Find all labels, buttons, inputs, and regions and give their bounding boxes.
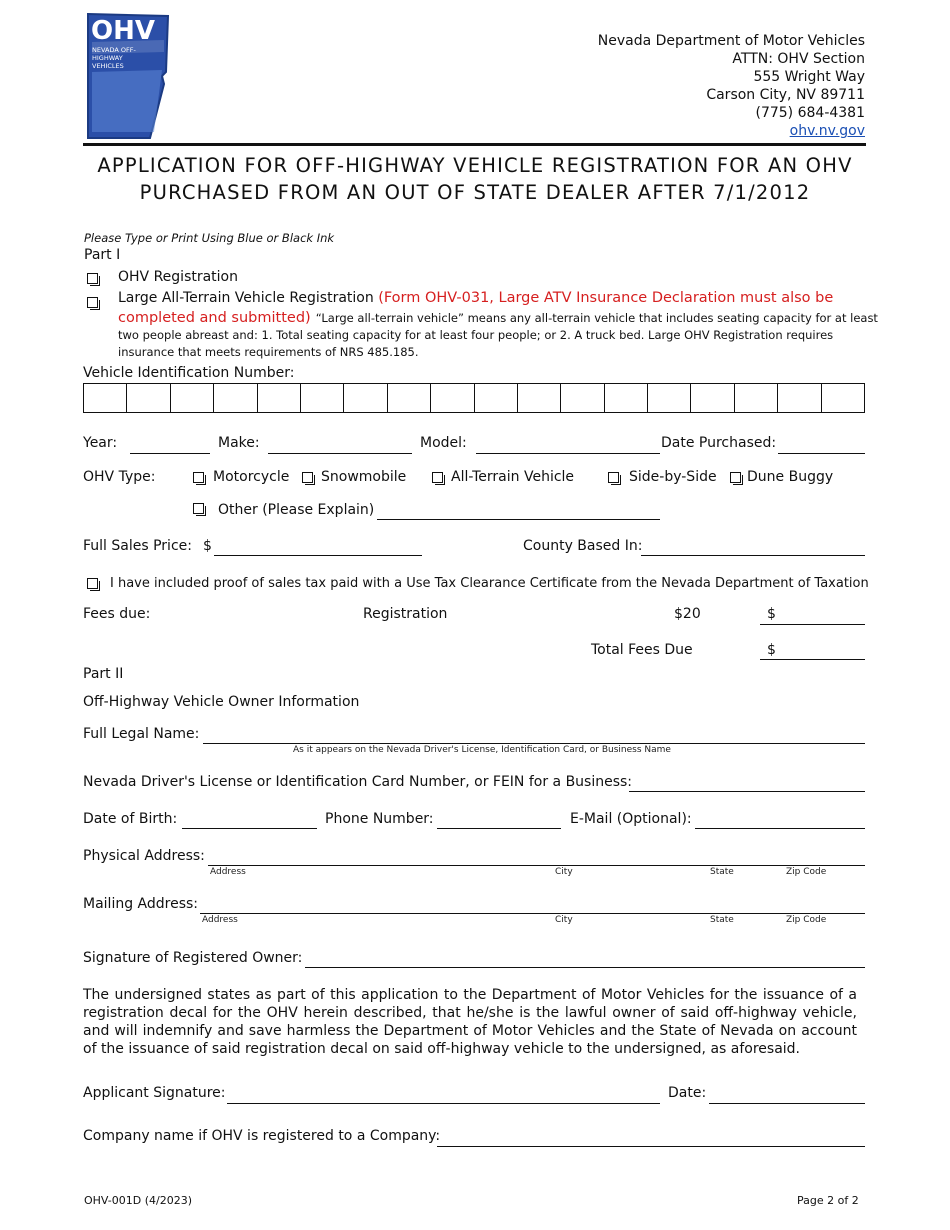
physical-address-hint: Address [210,867,246,877]
physical-city-hint: City [555,867,573,877]
sales-price-label: Full Sales Price: [83,538,192,554]
legal-statement: The undersigned states as part of this application to the Department of Motor Vehicles for the issuance of a registration decal for the OHV herein described, that he/she is the lawful owner of said off-highway vehicle, and will indemnify and save harmless the Department of Motor Vehicles and the State of Nevada on account of the issuance of said registration decal on said off-highway vehicle to the undersigned, as aforesaid. [83,987,857,1057]
date-purchased-field[interactable] [778,453,865,454]
vin-cell[interactable] [822,384,864,412]
large-atv-label [118,290,833,306]
vin-cell[interactable] [84,384,127,412]
large-atv-def [118,309,878,360]
part1-heading: Part I [84,247,121,263]
owner-signature-field[interactable] [305,967,865,968]
header-divider [83,143,866,146]
make-field[interactable] [268,453,412,454]
phone-field[interactable] [437,828,561,829]
snowmobile-checkbox[interactable] [302,472,313,483]
other-explain-field[interactable] [377,519,660,520]
large-atv-def-line: “Large all-terrain vehicle” means any all-terrain vehicle that includes seating capacity for at least [315,311,878,325]
vin-cell[interactable] [735,384,778,412]
side-by-side-checkbox[interactable] [608,472,619,483]
mailing-address-field[interactable] [200,913,865,914]
logo-text: OHV [91,16,155,46]
vin-cell[interactable] [648,384,691,412]
legal-name-hint: As it appears on the Nevada Driver's License, Identification Card, or Business Name [293,745,671,755]
large-atv-note: (Form OHV-031, Large ATV Insurance Declaration must also be [378,290,834,306]
registration-fee: $20 [674,606,701,622]
vin-cell[interactable] [605,384,648,412]
applicant-signature-label: Applicant Signature: [83,1085,226,1101]
model-label: Model: [420,435,467,451]
fees-due-label: Fees due: [83,606,151,622]
website-link[interactable]: ohv.nv.gov [789,123,865,139]
ohv-registration-label: OHV Registration [118,269,238,285]
logo-subtext: NEVADA OFF-HIGHWAY VEHICLES [92,46,136,70]
year-label: Year: [83,435,118,451]
motorcycle-checkbox[interactable] [193,472,204,483]
instruction: Please Type or Print Using Blue or Black Ink [84,231,335,245]
mailing-city-hint: City [555,915,573,925]
form-id: OHV-001D (4/2023) [84,1194,193,1207]
mailing-address-hint: Address [202,915,238,925]
sales-tax-checkbox[interactable] [87,578,98,589]
ohv-logo [84,12,174,140]
year-field[interactable] [130,453,210,454]
side-by-side-label: Side-by-Side [629,469,717,485]
date-label: Date: [668,1085,707,1101]
phone-label: Phone Number: [325,811,434,827]
other-label: Other (Please Explain) [218,502,375,518]
large-atv-def-line: insurance that meets requirements of NRS 485.185. [118,345,419,359]
atv-checkbox[interactable] [432,472,443,483]
physical-zip-hint: Zip Code [786,867,827,877]
vin-cell[interactable] [475,384,518,412]
other-checkbox[interactable] [193,503,204,514]
large-atv-def-line: two people abreast and: 1. Total seating capacity for at least four people; or 2. A truck bed. Large OHV Registration requires [118,328,834,342]
registration-dollar: $ [767,606,776,622]
county-field[interactable] [641,555,865,556]
owner-info-heading: Off-Highway Vehicle Owner Information [83,694,360,710]
vin-cell[interactable] [344,384,387,412]
vin-cell[interactable] [691,384,734,412]
vin-input-grid[interactable] [83,383,865,413]
address-line: Carson City, NV 89711 [706,87,865,103]
date-purchased-label: Date Purchased: [661,435,777,451]
vin-label: Vehicle Identification Number: [83,365,295,381]
total-fees-field[interactable] [760,659,865,660]
dune-buggy-label: Dune Buggy [747,469,834,485]
vin-cell[interactable] [431,384,474,412]
license-label: Nevada Driver's License or Identification Card Number, or FEIN for a Business: [83,774,633,790]
vin-cell[interactable] [127,384,170,412]
email-label: E-Mail (Optional): [570,811,692,827]
vin-cell[interactable] [171,384,214,412]
license-field[interactable] [629,791,865,792]
dob-field[interactable] [182,828,317,829]
applicant-signature-field[interactable] [227,1103,660,1104]
dob-label: Date of Birth: [83,811,178,827]
email-field[interactable] [695,828,865,829]
address-line: (775) 684-4381 [755,105,865,121]
motorcycle-label: Motorcycle [213,469,290,485]
vin-cell[interactable] [214,384,257,412]
ohv-registration-checkbox[interactable] [87,273,98,284]
physical-state-hint: State [710,867,734,877]
vin-cell[interactable] [518,384,561,412]
physical-address-label: Physical Address: [83,848,205,864]
registration-label: Registration [363,606,448,622]
snowmobile-label: Snowmobile [321,469,407,485]
physical-address-field[interactable] [208,865,865,866]
owner-signature-label: Signature of Registered Owner: [83,950,303,966]
ohv-type-label: OHV Type: [83,469,156,485]
sales-tax-label: I have included proof of sales tax paid with a Use Tax Clearance Certificate from the Nevada Department of Taxation [110,576,869,591]
sales-price-dollar: $ [203,538,212,554]
title-line: PURCHASED FROM AN OUT OF STATE DEALER AFTER 7/1/2012 [139,181,811,204]
title-line: APPLICATION FOR OFF-HIGHWAY VEHICLE REGISTRATION FOR AN OHV [97,154,853,177]
atv-label: All-Terrain Vehicle [451,469,575,485]
form-title [60,152,890,206]
page-number: Page 2 of 2 [797,1194,859,1207]
registration-fee-field[interactable] [760,624,865,625]
model-field[interactable] [476,453,660,454]
address-line: 555 Wright Way [753,69,865,85]
mailing-zip-hint: Zip Code [786,915,827,925]
large-atv-checkbox[interactable] [87,297,98,308]
vin-cell[interactable] [258,384,301,412]
vin-cell[interactable] [388,384,431,412]
vin-cell[interactable] [301,384,344,412]
date-field[interactable] [709,1103,865,1104]
large-atv-text: Large All-Terrain Vehicle Registration [118,290,374,306]
company-name-label: Company name if OHV is registered to a Company: [83,1128,441,1144]
address-block [598,32,865,140]
legal-name-label: Full Legal Name: [83,726,200,742]
company-name-field[interactable] [437,1146,865,1147]
address-line: Nevada Department of Motor Vehicles [597,33,865,49]
legal-name-field[interactable] [203,743,865,744]
part2-heading: Part II [83,666,124,682]
large-atv-note2: completed and submitted) [118,310,311,326]
vin-cell[interactable] [778,384,821,412]
dune-buggy-checkbox[interactable] [730,472,741,483]
sales-price-field[interactable] [214,555,422,556]
vin-cell[interactable] [561,384,604,412]
make-label: Make: [218,435,260,451]
county-label: County Based In: [523,538,643,554]
total-fees-label: Total Fees Due [591,642,693,658]
mailing-state-hint: State [710,915,734,925]
address-line: ATTN: OHV Section [732,51,865,67]
mailing-address-label: Mailing Address: [83,896,199,912]
total-fees-dollar: $ [767,642,776,658]
